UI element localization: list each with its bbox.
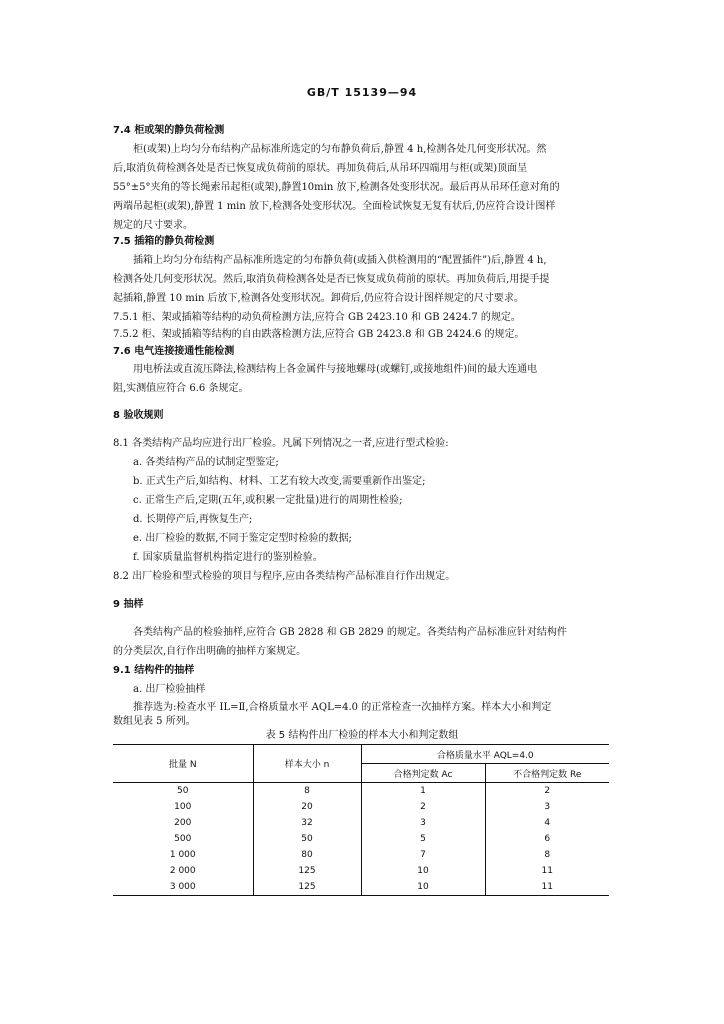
cell-accept: 5 [361,831,485,847]
chapter-heading: 9 抽样 [113,599,144,610]
paragraph-line: 7.5.2 柜、架或插箱等结构的自由跌落检测方法,应符合 GB 2423.8 和 GB 2424.6 的规定。 [113,329,525,340]
paragraph-line: 起插箱,静置 10 min 后放下,检测各处变形状况。卸荷后,仍应符合设计图样规定的尺寸要求。 [113,293,524,304]
table-row [113,799,609,815]
cell-accept: 3 [361,815,485,831]
cell-sample-size: 20 [253,799,361,815]
cell-sample-size: 125 [253,863,361,879]
cell-sample-size: 8 [253,783,361,800]
paragraph-line: 各类结构产品的检验抽样,应符合 GB 2828 和 GB 2829 的规定。各类结构产品标准应针对结构件 [133,627,567,638]
cell-reject: 8 [485,847,609,863]
header-sample-size: 样本大小 n [253,745,361,783]
paragraph-line: 两端吊起柜(或架),静置 1 min 放下,检测各处变形状况。全面检试恢复无复有状后,仍应符合设计图样 [113,201,556,212]
paragraph-line: 8.2 出厂检验和型式检验的项目与程序,应由各类结构产品标准自行作出规定。 [113,571,456,582]
cell-reject: 11 [485,863,609,879]
paragraph-line: 8.1 各类结构产品均应进行出厂检验。凡属下列情况之一者,应进行型式检验: [113,438,449,449]
list-item: b. 正式生产后,如结构、材料、工艺有较大改变,需要重新作出鉴定; [133,476,426,487]
header-reject: 不合格判定数 Re [485,764,609,783]
table-row [113,831,609,847]
cell-reject: 6 [485,831,609,847]
cell-accept: 1 [361,783,485,800]
sampling-table [113,744,609,896]
cell-accept: 10 [361,879,485,896]
section-heading: 7.6 电气连接接通性能检测 [113,346,235,357]
cell-batch: 1 000 [169,850,196,860]
list-item: f. 国家质量监督机构指定进行的鉴别检验。 [133,552,323,563]
paragraph-line: 用电桥法或直流压降法,检测结构上各金属件与接地螺母(或螺钉,或接地组件)间的最大连通电 [133,364,538,375]
cell-reject: 11 [485,879,609,896]
section-heading: 7.5 插箱的静负荷检测 [113,236,215,247]
table-caption: 表 5 结构件出厂检验的样本大小和判定数组 [265,730,459,741]
cell-accept: 2 [361,799,485,815]
chapter-heading: 8 验收规则 [113,410,164,421]
cell-batch: 2 000 [169,866,196,876]
list-item: c. 正常生产后,定期(五年,或积累一定批量)进行的周期性检验; [133,495,403,506]
section-heading: 7.4 柜或架的静负荷检测 [113,125,225,136]
paragraph-line: 数组见表 5 所列。 [113,716,196,727]
cell-reject: 3 [485,799,609,815]
list-item: d. 长期停产后,再恢复生产; [133,514,253,525]
cell-batch: 100 [174,802,192,812]
table-row [113,783,609,800]
list-item: a. 出厂检验抽样 [133,684,206,695]
cell-batch: 200 [174,818,192,828]
cell-reject: 4 [485,815,609,831]
cell-sample-size: 32 [253,815,361,831]
list-item: e. 出厂检验的数据,不同于鉴定定型时检验的数据; [133,533,352,544]
cell-accept: 7 [361,847,485,863]
table-row [113,815,609,831]
paragraph-line: 的分类层次,自行作出明确的抽样方案规定。 [113,646,307,657]
header-batch: 批量 N [113,745,253,783]
cell-batch: 50 [177,786,189,796]
section-heading: 9.1 结构件的抽样 [113,665,195,676]
page-header: GB/T 15139—94 [306,86,418,99]
paragraph-line: 推荐选为:检查水平 IL=Ⅱ,合格质量水平 AQL=4.0 的正常检查一次抽样方案。样本大小和判定 [133,702,552,713]
paragraph-line: 柜(或架)上均匀分布结构产品标准所选定的匀布静负荷后,静置 4 h,检测各处几何变形状况。然 [133,144,547,155]
paragraph-line: 规定的尺寸要求。 [113,220,193,231]
paragraph-line: 55°±5°夹角的等长绳索吊起柜(或架),静置10min 放下,检测各处变形状况。最后再从吊环任意对角的 [113,182,560,193]
table-row [113,879,609,896]
cell-sample-size: 125 [253,879,361,896]
paragraph-line: 插箱上均匀分布结构产品标准所选定的匀布静负荷(或插入供检测用的“配置插件”)后,静置 4 h, [133,255,547,266]
table-body [113,783,609,896]
cell-sample-size: 50 [253,831,361,847]
paragraph-line: 检测各处几何变形状况。然后,取消负荷检测各处是否已恢复成负荷前的原状。再加负荷后,用提手提 [113,274,550,285]
table-row [113,863,609,879]
list-item: a. 各类结构产品的试制定型鉴定; [133,457,279,468]
cell-sample-size: 80 [253,847,361,863]
header-accept: 合格判定数 Ac [361,764,485,783]
cell-batch: 500 [174,834,192,844]
paragraph-line: 7.5.1 柜、架或插箱等结构的动负荷检测方法,应符合 GB 2423.10 和 GB 2424.7 的规定。 [113,312,521,323]
paragraph-line: 阻,实测值应符合 6.6 条规定。 [113,383,249,394]
table-row [113,847,609,863]
paragraph-line: 后,取消负荷检测各处是否已恢复成负荷前的原状。再加负荷后,从吊环四端用与柜(或架)顶面呈 [113,163,528,174]
cell-reject: 2 [485,783,609,800]
header-aql-group: 合格质量水平 AQL=4.0 [361,745,609,764]
cell-accept: 10 [361,863,485,879]
cell-batch: 3 000 [113,879,253,896]
